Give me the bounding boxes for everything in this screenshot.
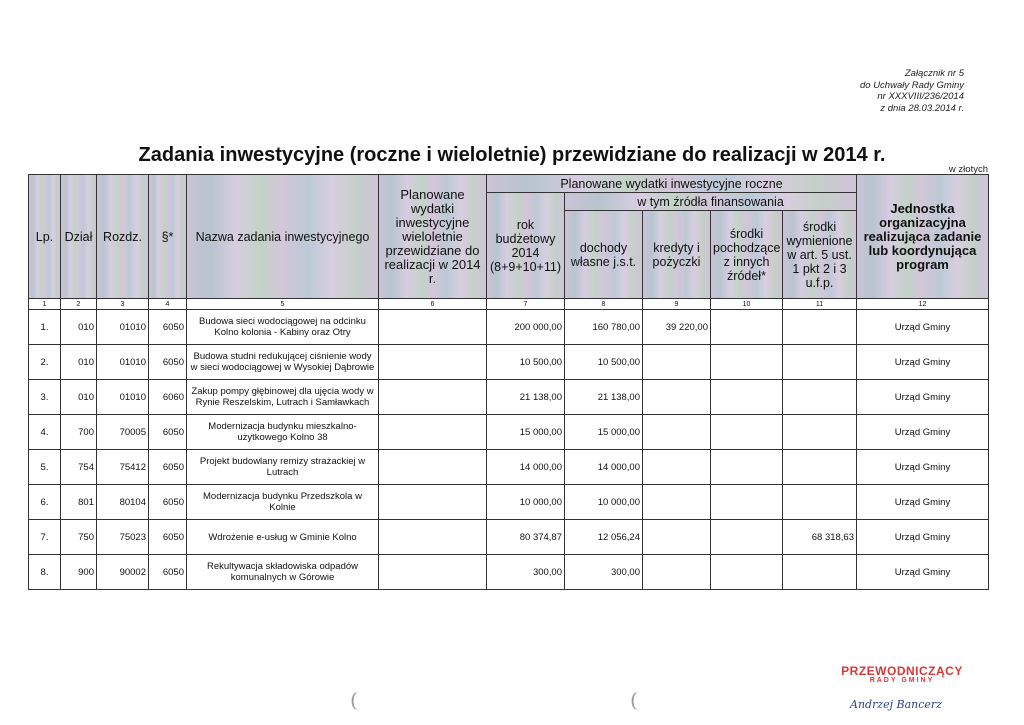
cell-dzial: 750 (61, 520, 97, 555)
header-rozdz: Rozdz. (97, 175, 149, 299)
column-number: 2 (61, 299, 97, 310)
units-note: w złotych (948, 164, 988, 175)
cell-wieloletnie (379, 380, 487, 415)
header-nazwa: Nazwa zadania inwestycyjnego (187, 175, 379, 299)
header-dochody: dochody własne j.s.t. (565, 211, 643, 299)
cell-jednostka: Urząd Gminy (857, 310, 989, 345)
cell-wieloletnie (379, 310, 487, 345)
table-row (29, 380, 989, 415)
cell-rozdz: 01010 (97, 310, 149, 345)
cell-lp: 2. (29, 345, 61, 380)
page-title: Zadania inwestycyjne (roczne i wieloletnie) przewidziane do realizacji w 2014 r. (138, 144, 886, 166)
column-number: 10 (711, 299, 783, 310)
table-row (29, 345, 989, 380)
table-row (29, 485, 989, 520)
column-number-row (29, 299, 989, 310)
column-number: 11 (783, 299, 857, 310)
cell-kredyty (643, 345, 711, 380)
cell-paragraf: 6050 (149, 345, 187, 380)
header-planowane-wieloletnie: Planowane wydatki inwestycyjne wieloletnie przewidziane do realizacji w 2014 r. (379, 175, 487, 299)
cell-jednostka: Urząd Gminy (857, 555, 989, 590)
cell-dochody: 160 780,00 (565, 310, 643, 345)
cell-rok-budzetowy: 15 000,00 (487, 415, 565, 450)
cell-wieloletnie (379, 485, 487, 520)
cell-wieloletnie (379, 415, 487, 450)
cell-kredyty (643, 485, 711, 520)
cell-rok-budzetowy: 21 138,00 (487, 380, 565, 415)
cell-jednostka: Urząd Gminy (857, 380, 989, 415)
cell-rok-budzetowy: 14 000,00 (487, 450, 565, 485)
cell-jednostka: Urząd Gminy (857, 415, 989, 450)
cell-wieloletnie (379, 345, 487, 380)
signature: Andrzej Bancerz (850, 698, 942, 711)
cell-srodki-art (783, 310, 857, 345)
column-number: 4 (149, 299, 187, 310)
column-number: 6 (379, 299, 487, 310)
table-row (29, 310, 989, 345)
cell-srodki-art: 68 318,63 (783, 520, 857, 555)
cell-paragraf: 6060 (149, 380, 187, 415)
cell-dzial: 010 (61, 310, 97, 345)
cell-kredyty (643, 380, 711, 415)
cell-srodki-inne (711, 415, 783, 450)
attachment-note (860, 68, 964, 114)
cell-srodki-inne (711, 345, 783, 380)
cell-srodki-inne (711, 485, 783, 520)
cell-nazwa: Modernizacja budynku Przedszkola w Kolnie (187, 485, 379, 520)
cell-srodki-inne (711, 520, 783, 555)
cell-rozdz: 01010 (97, 345, 149, 380)
cell-kredyty (643, 450, 711, 485)
cell-lp: 5. (29, 450, 61, 485)
cell-srodki-inne (711, 310, 783, 345)
table-body (29, 310, 989, 590)
attachment-line: z dnia 28.03.2014 r. (880, 102, 964, 114)
header-paragraf: §* (149, 175, 187, 299)
cell-lp: 7. (29, 520, 61, 555)
table-row (29, 415, 989, 450)
cell-nazwa: Budowa sieci wodociągowej na odcinku Kolno kolonia - Kabiny oraz Otry (187, 310, 379, 345)
cell-jednostka: Urząd Gminy (857, 450, 989, 485)
cell-paragraf: 6050 (149, 310, 187, 345)
column-number: 5 (187, 299, 379, 310)
cell-dzial: 801 (61, 485, 97, 520)
cell-srodki-art (783, 450, 857, 485)
cell-srodki-inne (711, 450, 783, 485)
cell-wieloletnie (379, 520, 487, 555)
cell-rozdz: 75023 (97, 520, 149, 555)
cell-rok-budzetowy: 10 000,00 (487, 485, 565, 520)
cell-lp: 6. (29, 485, 61, 520)
cell-rok-budzetowy: 10 500,00 (487, 345, 565, 380)
cell-wieloletnie (379, 555, 487, 590)
cell-dochody: 300,00 (565, 555, 643, 590)
column-number: 8 (565, 299, 643, 310)
column-number: 3 (97, 299, 149, 310)
stamp-subtitle: RADY GMINY (869, 677, 935, 684)
attachment-line: nr XXXVIII/236/2014 (877, 91, 964, 102)
cell-dzial: 010 (61, 380, 97, 415)
cell-rok-budzetowy: 200 000,00 (487, 310, 565, 345)
cell-dochody: 14 000,00 (565, 450, 643, 485)
header-lp: Lp. (29, 175, 61, 299)
cell-srodki-inne (711, 555, 783, 590)
header-srodki-inne: środki pochodzące z innych źródeł* (711, 211, 783, 299)
cell-rozdz: 90002 (97, 555, 149, 590)
punch-hole-mark: ( (630, 688, 638, 712)
header-rok-budzetowy: rok budżetowy 2014 (8+9+10+11) (487, 193, 565, 299)
investment-table (28, 174, 989, 590)
cell-rok-budzetowy: 80 374,87 (487, 520, 565, 555)
table-row (29, 520, 989, 555)
cell-jednostka: Urząd Gminy (857, 520, 989, 555)
cell-dochody: 10 500,00 (565, 345, 643, 380)
cell-nazwa: Zakup pompy głębinowej dla ujęcia wody w Rynie Reszelskim, Lutrach i Samławkach (187, 380, 379, 415)
cell-dochody: 10 000,00 (565, 485, 643, 520)
cell-nazwa: Modernizacja budynku mieszkalno-użytkowego Kolno 38 (187, 415, 379, 450)
cell-srodki-inne (711, 380, 783, 415)
cell-lp: 3. (29, 380, 61, 415)
header-kredyty: kredyty i pożyczki (643, 211, 711, 299)
cell-lp: 8. (29, 555, 61, 590)
cell-dzial: 010 (61, 345, 97, 380)
attachment-line: do Uchwały Rady Gminy (859, 79, 964, 91)
cell-rozdz: 01010 (97, 380, 149, 415)
cell-kredyty (643, 520, 711, 555)
cell-jednostka: Urząd Gminy (857, 345, 989, 380)
cell-rozdz: 75412 (97, 450, 149, 485)
cell-srodki-art (783, 485, 857, 520)
cell-paragraf: 6050 (149, 485, 187, 520)
cell-lp: 4. (29, 415, 61, 450)
table-row (29, 555, 989, 590)
table-row (29, 450, 989, 485)
cell-rok-budzetowy: 300,00 (487, 555, 565, 590)
cell-paragraf: 6050 (149, 450, 187, 485)
header-srodki-art: środki wymienione w art. 5 ust. 1 pkt 2 i 3 u.f.p. (783, 211, 857, 299)
cell-paragraf: 6050 (149, 415, 187, 450)
cell-paragraf: 6050 (149, 520, 187, 555)
column-number: 7 (487, 299, 565, 310)
header-jednostka: Jednostka organizacyjna realizująca zadanie lub koordynująca program (857, 175, 989, 299)
cell-dzial: 700 (61, 415, 97, 450)
cell-dzial: 900 (61, 555, 97, 590)
cell-srodki-art (783, 345, 857, 380)
cell-dochody: 12 056,24 (565, 520, 643, 555)
stamp-title: PRZEWODNICZĄCY (841, 664, 963, 678)
column-number: 9 (643, 299, 711, 310)
cell-lp: 1. (29, 310, 61, 345)
cell-rozdz: 80104 (97, 485, 149, 520)
cell-nazwa: Rekultywacja składowiska odpadów komunalnych w Górowie (187, 555, 379, 590)
cell-kredyty (643, 555, 711, 590)
cell-rozdz: 70005 (97, 415, 149, 450)
punch-hole-mark: ( (350, 688, 358, 712)
cell-srodki-art (783, 415, 857, 450)
cell-dzial: 754 (61, 450, 97, 485)
cell-kredyty: 39 220,00 (643, 310, 711, 345)
header-planowane-roczne: Planowane wydatki inwestycyjne roczne (487, 175, 857, 193)
cell-nazwa: Projekt budowlany remizy strażackiej w Lutrach (187, 450, 379, 485)
cell-dochody: 15 000,00 (565, 415, 643, 450)
column-number: 1 (29, 299, 61, 310)
cell-jednostka: Urząd Gminy (857, 485, 989, 520)
cell-kredyty (643, 415, 711, 450)
cell-dochody: 21 138,00 (565, 380, 643, 415)
cell-paragraf: 6050 (149, 555, 187, 590)
cell-wieloletnie (379, 450, 487, 485)
cell-nazwa: Budowa studni redukującej ciśnienie wody w sieci wodociągowej w Wysokiej Dąbrowie (187, 345, 379, 380)
cell-nazwa: Wdrożenie e-usług w Gminie Kolno (187, 520, 379, 555)
header-w-tym: w tym źródła finansowania (565, 193, 857, 211)
column-number: 12 (857, 299, 989, 310)
chairman-stamp (832, 664, 972, 684)
header-dzial: Dział (61, 175, 97, 299)
cell-srodki-art (783, 555, 857, 590)
cell-srodki-art (783, 380, 857, 415)
attachment-line: Załącznik nr 5 (904, 68, 964, 79)
